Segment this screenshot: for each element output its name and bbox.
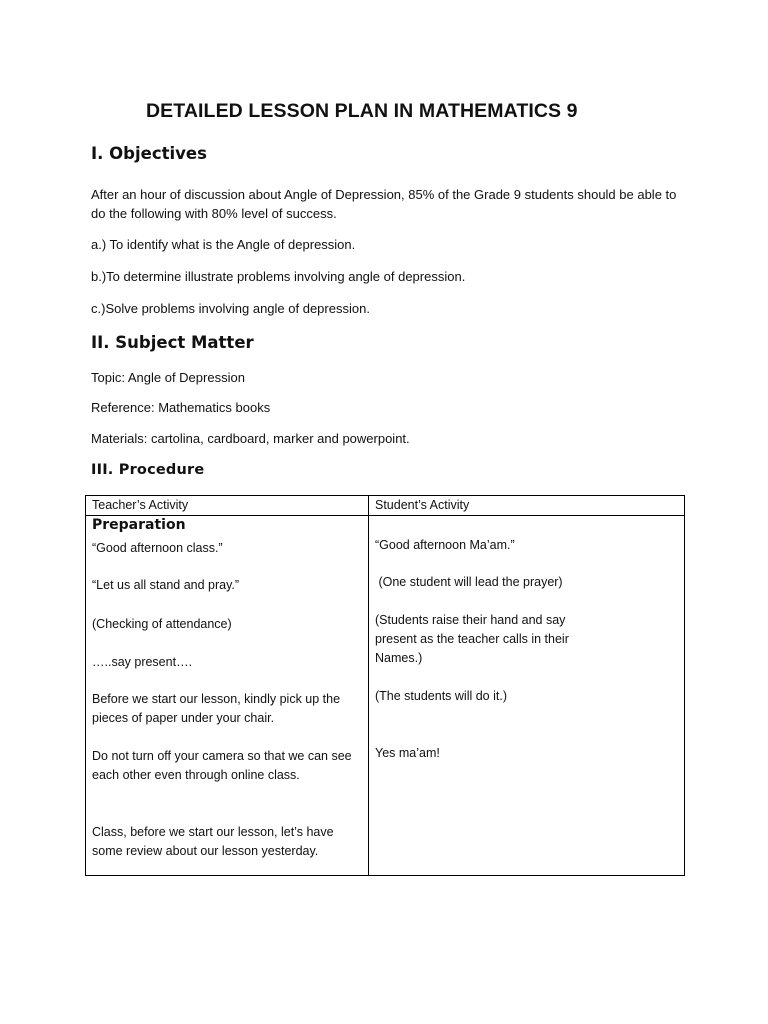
column-header-teacher: Teacher’s Activity bbox=[92, 498, 189, 512]
teacher-line-greeting: “Good afternoon class.” bbox=[92, 541, 223, 555]
document-title: DETAILED LESSON PLAN IN MATHEMATICS 9 bbox=[146, 100, 578, 122]
teacher-line-camera: Do not turn off your camera so that we can see each other even through online class. bbox=[92, 749, 352, 782]
table-column-divider bbox=[368, 496, 369, 875]
subject-topic: Topic: Angle of Depression bbox=[91, 370, 245, 385]
teacher-line-review: Class, before we start our lesson, let’s have some review about our lesson yesterday. bbox=[92, 825, 334, 858]
procedure-table bbox=[85, 495, 685, 876]
student-line-yes: Yes ma’am! bbox=[375, 746, 440, 760]
student-line-prayer: (One student will lead the prayer) bbox=[375, 575, 563, 589]
student-line-greeting: “Good afternoon Ma’am.” bbox=[375, 538, 515, 552]
objectives-heading: I. Objectives bbox=[91, 144, 207, 163]
subject-reference: Reference: Mathematics books bbox=[91, 400, 271, 415]
objectives-intro: After an hour of discussion about Angle of Depression, 85% of the Grade 9 students should be able to do the following with 80% level of success. bbox=[91, 187, 677, 221]
teacher-line-pick-paper: Before we start our lesson, kindly pick up the pieces of paper under your chair. bbox=[92, 692, 341, 725]
objective-item-a: a.) To identify what is the Angle of depression. bbox=[91, 237, 356, 252]
teacher-line-say-present: …..say present…. bbox=[92, 655, 193, 669]
objective-item-c: c.)Solve problems involving angle of depression. bbox=[91, 301, 370, 316]
column-header-student: Student’s Activity bbox=[375, 498, 470, 512]
teacher-line-pray: “Let us all stand and pray.” bbox=[92, 578, 240, 592]
teacher-line-attendance: (Checking of attendance) bbox=[92, 617, 232, 631]
procedure-heading: III. Procedure bbox=[91, 462, 205, 478]
table-header-divider bbox=[86, 515, 684, 516]
student-line-attendance: (Students raise their hand and say present as the teacher calls in their Names.) bbox=[375, 613, 569, 665]
subject-materials: Materials: cartolina, cardboard, marker and powerpoint. bbox=[91, 431, 410, 446]
student-line-will-do: (The students will do it.) bbox=[375, 689, 507, 703]
subject-matter-heading: II. Subject Matter bbox=[91, 333, 254, 352]
preparation-label: Preparation bbox=[92, 517, 186, 533]
objective-item-b: b.)To determine illustrate problems involving angle of depression. bbox=[91, 269, 466, 284]
